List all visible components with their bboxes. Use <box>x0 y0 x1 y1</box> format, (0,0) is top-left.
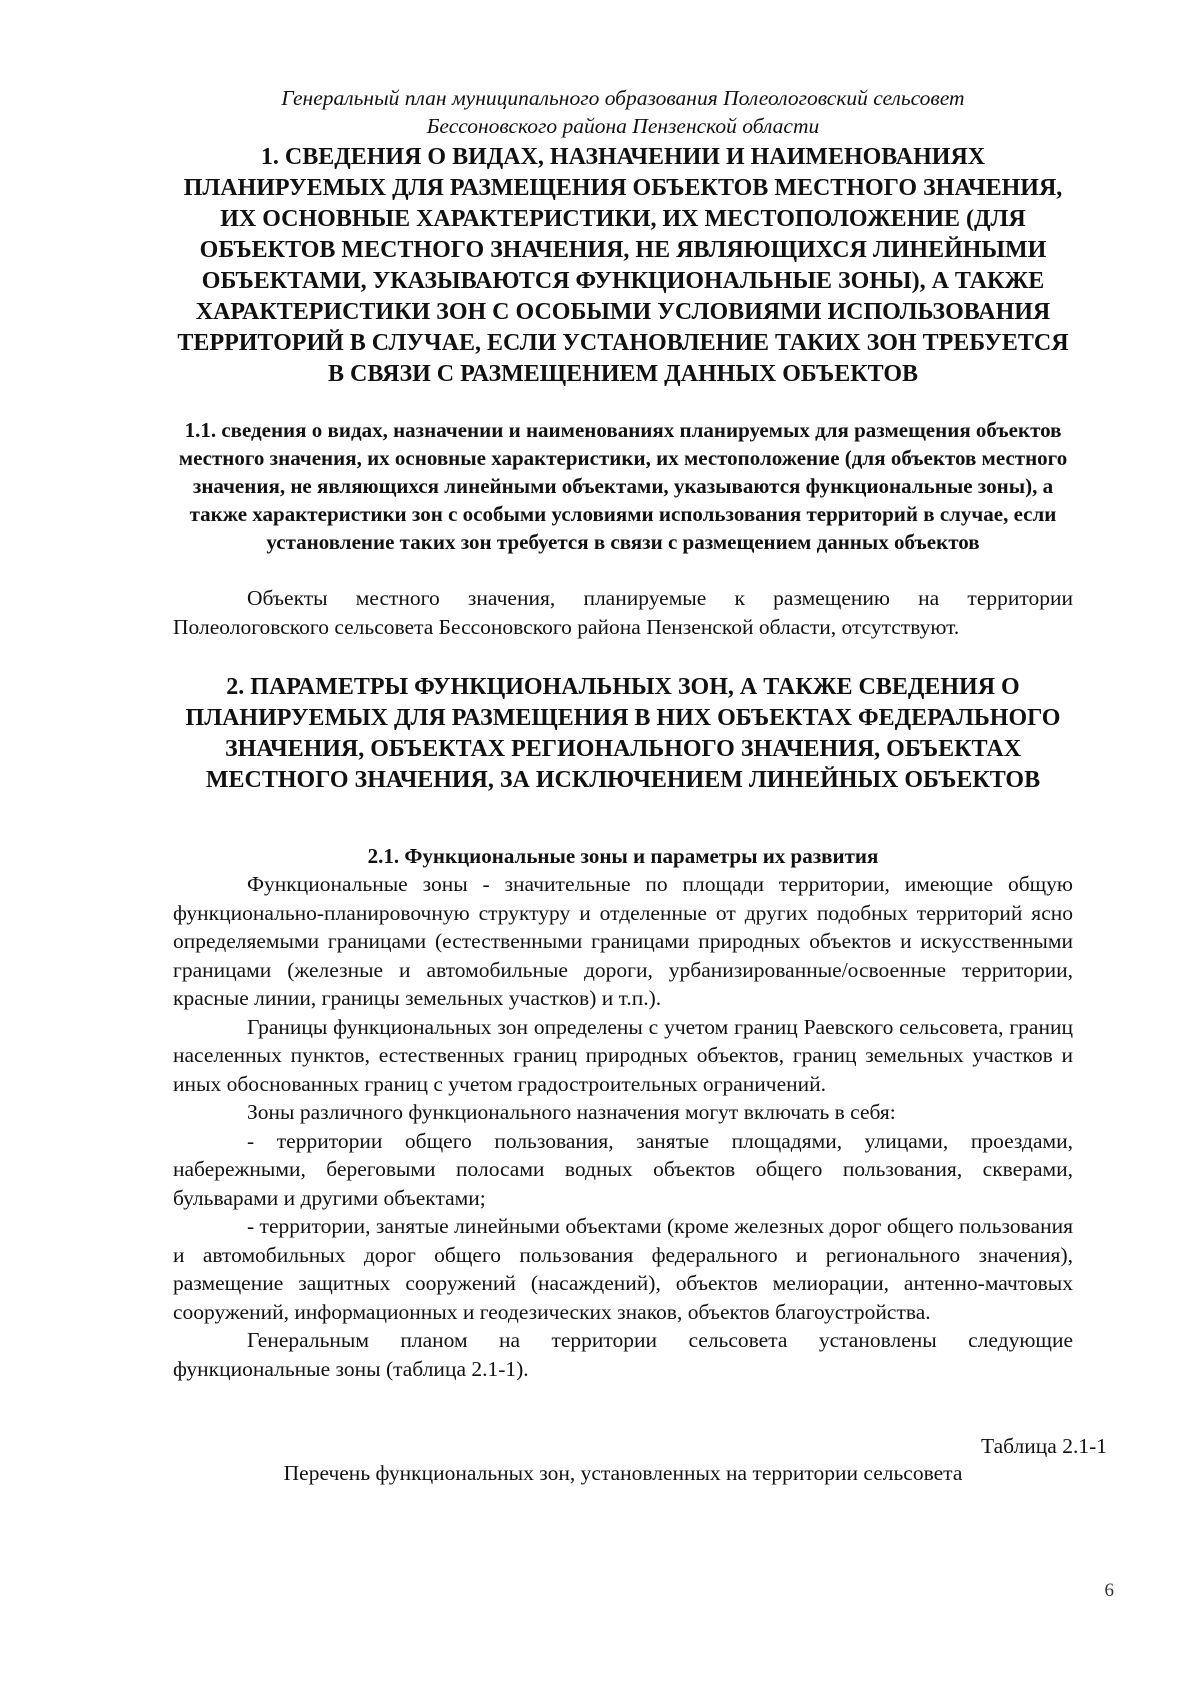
document-header <box>173 84 1073 140</box>
table-number: Таблица 2.1-1 <box>981 1434 1107 1458</box>
paragraph: Границы функциональных зон определены с учетом границ Раевского сельсовета, границ населенных пунктов, естественных границ природных объектов, границ земельных участков и иных обоснованных границ с учетом градостроительных ограничений. <box>173 1014 1073 1096</box>
subsection-1-1-title: 1.1. сведения о видах, назначении и наименованиях планируемых для размещения объектов местного значения, их основные характеристики, их местоположение (для объектов местного значения, не являющихся линейными объектами, указываются функциональные зоны), а также характеристики зон с особыми условиями использования территорий в случае, если установление таких зон требуется в связи с размещением данных объектов <box>178 418 1068 554</box>
paragraph: Генеральным планом на территории сельсовета установлены следующие функциональные зоны (таблица 2.1-1). <box>173 1328 1073 1381</box>
section-2-title: 2. ПАРАМЕТРЫ ФУНКЦИОНАЛЬНЫХ ЗОН, А ТАКЖЕ СВЕДЕНИЯ О ПЛАНИРУЕМЫХ ДЛЯ РАЗМЕЩЕНИЯ В НИХ ОБЪЕКТАХ ФЕДЕРАЛЬНОГО ЗНАЧЕНИЯ, ОБЪЕКТАХ РЕГИОНАЛЬНОГО ЗНАЧЕНИЯ, ОБЪЕКТАХ МЕСТНОГО ЗНАЧЕНИЯ, ЗА ИСКЛЮЧЕНИЕМ ЛИНЕЙНЫХ ОБЪЕКТОВ <box>185 674 1061 793</box>
page-number: 6 <box>1104 1580 1114 1601</box>
subsection-1-1-body <box>173 584 1073 641</box>
table-caption: Перечень функциональных зон, установленных на территории сельсовета <box>283 1461 963 1485</box>
paragraph: Объекты местного значения, планируемые к размещению на территории Полеологовского сельсовета Бессоновского района Пензенской области, отсутствуют. <box>173 586 1073 639</box>
subsection-2-1-body <box>173 870 1073 1383</box>
section-1-title: 1. СВЕДЕНИЯ О ВИДАХ, НАЗНАЧЕНИИ И НАИМЕНОВАНИЯХ ПЛАНИРУЕМЫХ ДЛЯ РАЗМЕЩЕНИЯ ОБЪЕКТОВ МЕСТНОГО ЗНАЧЕНИЯ, ИХ ОСНОВНЫЕ ХАРАКТЕРИСТИКИ, ИХ МЕСТОПОЛОЖЕНИЕ (ДЛЯ ОБЪЕКТОВ МЕСТНОГО ЗНАЧЕНИЯ, НЕ ЯВЛЯЮЩИХСЯ ЛИНЕЙНЫМИ ОБЪЕКТАМИ, УКАЗЫВАЮТСЯ ФУНКЦИОНАЛЬНЫЕ ЗОНЫ), А ТАКЖЕ ХАРАКТЕРИСТИКИ ЗОН С ОСОБЫМИ УСЛОВИЯМИ ИСПОЛЬЗОВАНИЯ ТЕРРИТОРИЙ В СЛУЧАЕ, ЕСЛИ УСТАНОВЛЕНИЕ ТАКИХ ЗОН ТРЕБУЕТСЯ В СВЯЗИ С РАЗМЕЩЕНИЕМ ДАННЫХ ОБЪЕКТОВ <box>177 144 1069 387</box>
paragraph: Зоны различного функционального назначения могут включать в себя: <box>247 1100 896 1124</box>
header-line-2: Бессоновского района Пензенской области <box>426 114 820 138</box>
header-line-1: Генеральный план муниципального образования Полеологовский сельсовет <box>281 86 965 110</box>
list-item: - территории, занятые линейными объектами (кроме железных дорог общего пользования и автомобильных дорог общего пользования федерального и регионального значения), размещение защитных сооружений (насаждений), объектов мелиорации, антенно-мачтовых сооружений, информационных и геодезических знаков, объектов благоустройства. <box>173 1214 1073 1324</box>
list-item: - территории общего пользования, занятые площадями, улицами, проездами, набережными, береговыми полосами водных объектов общего пользования, скверами, бульварами и другими объектами; <box>173 1128 1073 1210</box>
subsection-2-1-title: 2.1. Функциональные зоны и параметры их развития <box>367 844 879 868</box>
paragraph: Функциональные зоны - значительные по площади территории, имеющие общую функционально-планировочную структуру и отделенные от других подобных территорий ясно определяемыми границами (естественными границами природных объектов и искусственными границами (железные и автомобильные дороги, урбанизированные/освоенные территории, красные линии, границы земельных участков) и т.п.). <box>173 872 1073 1010</box>
